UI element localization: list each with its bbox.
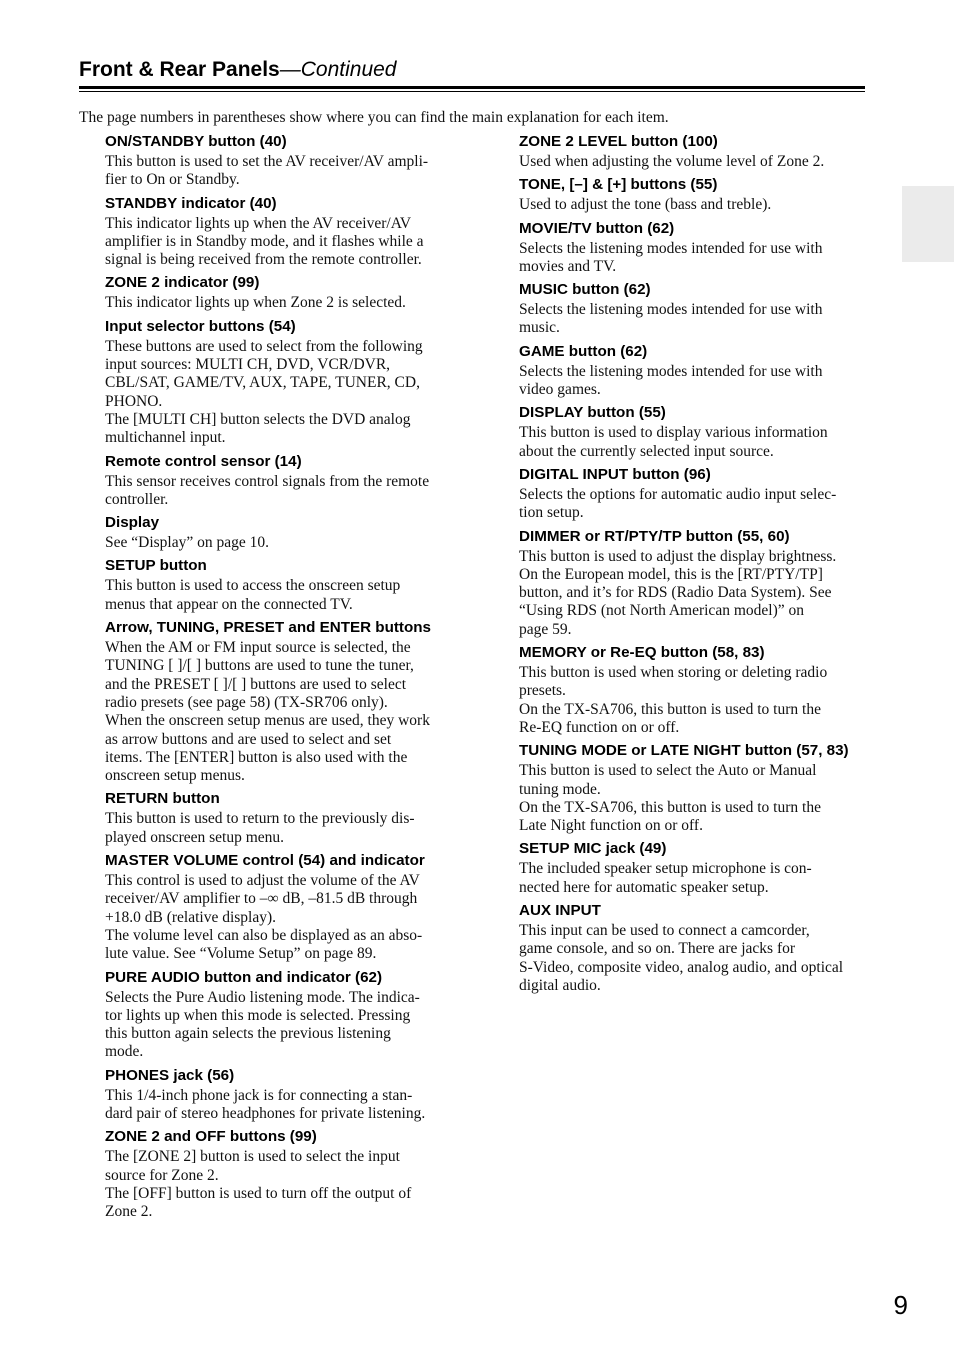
description-line: menus that appear on the connected TV.	[105, 595, 353, 613]
description-line: button, and it’s for RDS (Radio Data System). See	[519, 584, 832, 602]
description-line: tion setup.	[519, 504, 584, 522]
entry-item	[105, 1126, 453, 1221]
description-line: Late Night function on or off.	[519, 817, 703, 835]
description-line: Re-EQ function on or off.	[519, 718, 680, 736]
entry-description	[105, 577, 453, 614]
entry-item	[105, 850, 453, 963]
description-line: items. The [ENTER] button is also used with the	[105, 748, 408, 766]
title-text: Front & Rear Panels	[79, 58, 280, 81]
entry-heading: MASTER VOLUME control (54) and indicator	[105, 852, 425, 870]
entry-item	[105, 316, 453, 448]
description-line: radio presets (see page 58) (TX-SR706 only).	[105, 693, 388, 711]
description-line: fier to On or Standby.	[105, 171, 240, 189]
entry-item	[105, 512, 453, 552]
description-line: multichannel input.	[105, 429, 226, 447]
description-line: When the onscreen setup menus are used, they work	[105, 712, 430, 730]
entry-heading: GAME button (62)	[519, 342, 648, 360]
entry-item	[519, 838, 864, 897]
description-line: The included speaker setup microphone is con-	[519, 860, 812, 878]
entry-item	[519, 402, 864, 461]
entry-item	[519, 174, 864, 214]
page-header	[79, 56, 865, 84]
entry-description	[105, 153, 453, 190]
description-line: dard pair of stereo headphones for private listening.	[105, 1104, 426, 1122]
entry-item	[105, 788, 453, 847]
header-rule-thick	[79, 86, 865, 89]
header-rule-thin	[79, 91, 865, 92]
entry-description	[519, 486, 864, 523]
entry-description	[105, 215, 453, 270]
description-line: about the currently selected input source.	[519, 442, 774, 460]
entry-heading: Display	[105, 514, 160, 532]
description-line: amplifier is in Standby mode, and it flashes while a	[105, 232, 424, 250]
description-line: This 1/4-inch phone jack is for connecting a stan-	[105, 1086, 413, 1104]
description-line: this button again selects the previous listening	[105, 1025, 391, 1043]
description-line: and the PRESET [ ]/[ ] buttons are used to select	[105, 675, 407, 693]
description-line: This button is used to access the onscreen setup	[105, 577, 401, 595]
entry-description	[105, 639, 453, 785]
entry-item	[519, 131, 864, 171]
description-line: receiver/AV amplifier to –∞ dB, –81.5 dB through	[105, 890, 418, 908]
entry-item	[105, 451, 453, 510]
entry-heading: SETUP MIC jack (49)	[519, 840, 667, 858]
description-line: The [ZONE 2] button is used to select the input	[105, 1148, 400, 1166]
description-line: mode.	[105, 1043, 144, 1061]
description-line: This button is used when storing or deleting radio	[519, 664, 828, 682]
entry-item	[105, 555, 453, 614]
entry-item	[105, 272, 453, 312]
description-line: as arrow buttons and are used to select and set	[105, 730, 392, 748]
description-line: The [MULTI CH] button selects the DVD analog	[105, 410, 411, 428]
entry-description	[519, 196, 864, 214]
description-line: Selects the listening modes intended for use with	[519, 301, 823, 319]
description-line: This button is used to set the AV receiver/AV ampli-	[105, 153, 429, 170]
entry-heading: ON/STANDBY button (40)	[105, 133, 287, 150]
description-line: lute value. See “Volume Setup” on page 89.	[105, 945, 377, 963]
page-number: 9	[893, 1290, 908, 1320]
description-line: TUNING [ ]/[ ] buttons are used to tune the tuner,	[105, 657, 414, 675]
description-line: digital audio.	[519, 976, 601, 994]
description-line: On the TX-SA706, this button is used to turn the	[519, 700, 821, 718]
description-line: This indicator lights up when Zone 2 is selected.	[105, 294, 406, 312]
description-line: Zone 2.	[105, 1203, 153, 1221]
description-line: played onscreen setup menu.	[105, 828, 285, 846]
description-line: onscreen setup menus.	[105, 767, 245, 785]
entry-heading: AUX INPUT	[519, 902, 601, 920]
description-line: nected here for automatic speaker setup.	[519, 878, 769, 896]
entry-heading: TONE, [–] & [+] buttons (55)	[519, 176, 718, 194]
entry-item	[105, 1065, 453, 1124]
description-line: video games.	[519, 381, 601, 399]
description-line: music.	[519, 319, 560, 337]
intro-text: The page numbers in parentheses show where you can find the main explanation for each item.	[79, 109, 669, 126]
entry-description	[105, 989, 453, 1062]
entry-heading: PURE AUDIO button and indicator (62)	[105, 968, 383, 986]
entry-description	[519, 240, 864, 277]
entry-item	[105, 193, 453, 270]
description-line: Used to adjust the tone (bass and treble).	[519, 196, 772, 214]
description-line: +18.0 dB (relative display).	[105, 908, 277, 926]
description-line: The volume level can also be displayed as an abso-	[105, 926, 423, 944]
entry-description	[519, 363, 864, 400]
description-line: S-Video, composite video, analog audio, and optical	[519, 958, 844, 976]
entry-description	[519, 153, 864, 171]
entry-description	[105, 473, 453, 510]
description-line: game console, and so on. There are jacks for	[519, 940, 796, 958]
description-line: signal is being received from the remote controller.	[105, 251, 422, 269]
entry-description	[519, 301, 864, 338]
description-line: This indicator lights up when the AV receiver/AV	[105, 214, 412, 232]
entry-heading: Input selector buttons (54)	[105, 317, 296, 335]
description-line: Used when adjusting the volume level of Zone 2.	[519, 153, 825, 170]
description-line: This button is used to return to the previously dis-	[105, 810, 415, 828]
description-line: presets.	[519, 682, 566, 700]
entry-heading: Arrow, TUNING, PRESET and ENTER buttons	[105, 619, 431, 637]
description-line: tuning mode.	[519, 780, 601, 798]
description-line: These buttons are used to select from the following	[105, 337, 423, 355]
description-line: When the AM or FM input source is selected, the	[105, 639, 411, 657]
entry-description	[519, 664, 864, 737]
entry-description	[519, 762, 864, 835]
description-line: page 59.	[519, 620, 572, 638]
description-line: The [OFF] button is used to turn off the output of	[105, 1184, 412, 1202]
entry-item	[519, 279, 864, 338]
entry-description	[519, 860, 864, 897]
entry-item	[519, 218, 864, 277]
description-line: Selects the options for automatic audio input selec-	[519, 485, 837, 503]
description-line: On the European model, this is the [RT/PTY/TP]	[519, 565, 823, 583]
entry-item	[519, 900, 864, 995]
entry-heading: RETURN button	[105, 790, 220, 808]
entry-item	[519, 642, 864, 737]
entry-heading: PHONES jack (56)	[105, 1066, 235, 1084]
description-line: input sources: MULTI CH, DVD, VCR/DVR,	[105, 356, 391, 374]
side-tab	[902, 186, 954, 262]
description-line: This button is used to select the Auto or Manual	[519, 762, 817, 780]
page-title	[79, 56, 865, 84]
description-line: PHONO.	[105, 392, 163, 410]
entry-item	[105, 131, 453, 190]
entry-description	[519, 548, 864, 639]
left-column	[105, 131, 453, 1224]
entry-description	[519, 922, 864, 995]
entry-heading: TUNING MODE or LATE NIGHT button (57, 83)	[519, 742, 849, 760]
right-column	[519, 131, 864, 998]
entry-description	[105, 534, 453, 552]
entry-description	[105, 872, 453, 963]
entry-item	[519, 526, 864, 639]
entry-heading: Remote control sensor (14)	[105, 452, 302, 470]
entry-heading: MUSIC button (62)	[519, 281, 651, 299]
entry-heading: STANDBY indicator (40)	[105, 194, 277, 212]
description-line: See “Display” on page 10.	[105, 534, 269, 552]
entry-heading: ZONE 2 indicator (99)	[105, 274, 260, 292]
entry-heading: SETUP button	[105, 557, 207, 575]
entry-heading: DIGITAL INPUT button (96)	[519, 465, 711, 483]
description-line: This button is used to display various information	[519, 424, 828, 442]
entry-description	[519, 424, 864, 461]
entry-heading: MEMORY or Re-EQ button (58, 83)	[519, 644, 765, 662]
description-line: controller.	[105, 490, 169, 508]
entry-description	[105, 338, 453, 448]
description-line: This control is used to adjust the volume of the AV	[105, 872, 420, 890]
title-continued: —Continued	[279, 58, 397, 81]
entry-description	[105, 1148, 453, 1221]
entry-item	[519, 740, 864, 835]
description-line: “Using RDS (not North American model)” on	[519, 602, 804, 620]
description-line: CBL/SAT, GAME/TV, AUX, TAPE, TUNER, CD,	[105, 374, 420, 392]
entry-description	[105, 294, 453, 312]
entry-heading: ZONE 2 and OFF buttons (99)	[105, 1128, 317, 1146]
description-line: Selects the Pure Audio listening mode. The indica-	[105, 988, 420, 1006]
entry-description	[105, 810, 453, 847]
description-line: movies and TV.	[519, 257, 617, 275]
description-line: tor lights up when this mode is selected. Pressing	[105, 1006, 411, 1024]
entry-heading: DIMMER or RT/PTY/TP button (55, 60)	[519, 527, 790, 545]
description-line: source for Zone 2.	[105, 1166, 219, 1184]
entry-heading: MOVIE/TV button (62)	[519, 219, 675, 237]
description-line: On the TX-SA706, this button is used to turn the	[519, 798, 821, 816]
description-line: This sensor receives control signals from the remote	[105, 472, 430, 490]
description-line: This input can be used to connect a camcorder,	[519, 922, 810, 940]
entry-description	[105, 1087, 453, 1124]
description-line: Selects the listening modes intended for use with	[519, 362, 823, 380]
entry-item	[105, 967, 453, 1062]
entry-item	[519, 341, 864, 400]
entry-item	[519, 464, 864, 523]
description-line: Selects the listening modes intended for use with	[519, 239, 823, 257]
description-line: This button is used to adjust the display brightness.	[519, 547, 837, 565]
entry-heading: ZONE 2 LEVEL button (100)	[519, 133, 718, 150]
entry-item	[105, 617, 453, 785]
entry-heading: DISPLAY button (55)	[519, 404, 666, 422]
